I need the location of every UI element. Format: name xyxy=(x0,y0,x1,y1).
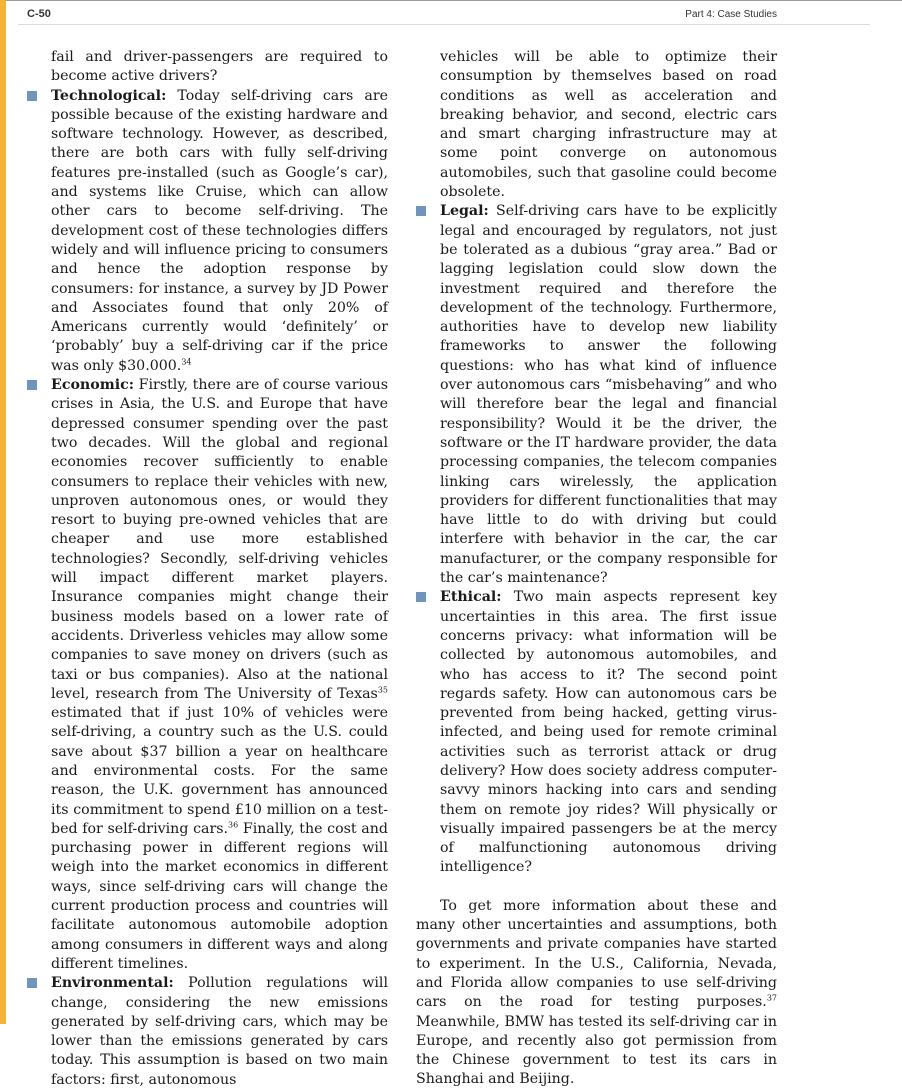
header-rule xyxy=(18,24,870,25)
environmental-continued: vehicles will be able to optimize their consumption by themselves based on road conditions as well as acceleration and breaking behavior, and second, electric cars and smart charging infrastructure may at some point converge on autonomous automobiles, such that gasoline could become obsolete. xyxy=(440,49,777,201)
bullet-legal xyxy=(440,202,777,588)
paragraph-text: To get more information about these and many other uncertainties and assumptions, both governments and private companies have started to experiment. In the U.S., California, Nevada, and Florida allow companies to use self-driving cars on the road for testing purposes. xyxy=(416,897,777,1011)
top-rule xyxy=(0,0,902,1)
bullet-label: Technological: xyxy=(51,87,167,104)
bullet-text: Two main aspects represent key uncertainties in this area. The first issue concerns privacy: what information will be collected by autonomous automobiles, and who has access to it? The second point regards safety. How can autonomous cars be prevented from being hacked, getting virus-infected, and being used for remote criminal activities such as terrorist attack or drug delivery? How does society address computer-savvy minors hacking into cars and sending them on remote joy rides? Will physically or visually impaired passengers be at the mercy of malfunctioning autonomous driving intelligence? xyxy=(440,589,777,876)
bullet-marker xyxy=(27,91,37,101)
page-number: C-50 xyxy=(27,8,51,20)
bullet-environmental xyxy=(51,974,388,1090)
left-column xyxy=(51,48,388,1090)
bullet-marker xyxy=(416,592,426,602)
footnote-ref: 36 xyxy=(228,820,239,830)
footnote-ref: 34 xyxy=(181,357,192,367)
bullet-marker xyxy=(416,206,426,216)
bullet-marker xyxy=(27,380,37,390)
bullet-text: Pollution regulations will change, considering the new emissions generated by self-driving cars, which may be lower than the emissions generated by cars today. This assumption is based on two main factors: first, autonomous xyxy=(51,975,388,1088)
bullet-text: Finally, the cost and purchasing power in different regions will weigh into the market economics in different ways, since self-driving cars will change the current production process and countries will facilitate autonomous automobile adoption among consumers in different ways and along different timelines. xyxy=(51,820,388,972)
bullet-label: Legal: xyxy=(440,203,489,220)
bullet-label: Ethical: xyxy=(440,589,502,606)
running-header: Part 4: Case Studies xyxy=(685,9,777,20)
closing-paragraph xyxy=(416,897,777,1090)
bullet-marker xyxy=(27,978,37,988)
bullet-economic xyxy=(51,376,388,974)
bullet-label: Economic: xyxy=(51,377,134,394)
bullet-text: estimated that if just 10% of vehicles were self-driving, a country such as the U.S. could save about $37 billion a year on healthcare and environmental costs. For the same reason, the U.K. government has announced its commitment to spend £10 million on a test-bed for self-driving cars. xyxy=(51,705,388,837)
intro-paragraph: fail and driver-passengers are required to become active drivers? xyxy=(51,49,388,85)
right-column xyxy=(416,48,777,1090)
bullet-text: Firstly, there are of course various crises in Asia, the U.S. and Europe that have depressed consumer spending over the past two decades. Will the global and regional economies recover sufficiently to enable consumers to replace their vehicles with new, unproven autonomous ones, or would they resort to buying pre-owned vehicles that are cheaper and use more established technologies? Secondly, self-driving vehicles will impact different market players. Insurance companies might change their business models based on a lower rate of accidents. Driverless vehicles may allow some companies to save money on drivers (such as taxi or bus companies). Also at the national level, research from The University of Texas xyxy=(51,377,388,702)
bullet-text: Today self-driving cars are possible because of the existing hardware and software technology. However, as described, there are both cars with fully self-driving features pre-installed (such as Google’s car), and systems like Cruise, which can allow other cars to become self-driving. The development cost of these technologies differs widely and will influence pricing to consumers and hence the adoption response by consumers: for instance, a survey by JD Power and Associates found that only 20% of Americans currently would ‘definitely’ or ‘probably’ buy a self-driving car if the price was only $30.000. xyxy=(51,87,388,374)
page-edge-bar xyxy=(0,0,6,1024)
bullet-ethical xyxy=(440,588,777,877)
footnote-ref: 35 xyxy=(377,685,388,695)
bullet-text: Self-driving cars have to be explicitly legal and encouraged by regulators, not just be tolerated as a dubious “gray area.” Bad or lagging legislation could slow down the investment required and therefore the development of the technology. Furthermore, authorities have to develop new liability frameworks to answer the following questions: who has what kind of influence over autonomous cars “misbehaving” and who will therefore bear the legal and financial responsibility? Would it be the driver, the software or the IT hardware provider, the data processing companies, the telecom companies linking cars wirelessly, the application providers for different functionalities that may have little to do with driving but could interfere with behavior in the car, the car manufacturer, or the company responsible for the car’s maintenance? xyxy=(440,203,777,587)
footnote-ref: 37 xyxy=(766,993,777,1003)
bullet-label: Environmental: xyxy=(51,975,174,992)
paragraph-text: Meanwhile, BMW has tested its self-driving car in Europe, and recently also got permission from the Chinese government to test its cars in Shanghai and Beijing. xyxy=(416,1013,777,1088)
bullet-technological xyxy=(51,87,388,376)
